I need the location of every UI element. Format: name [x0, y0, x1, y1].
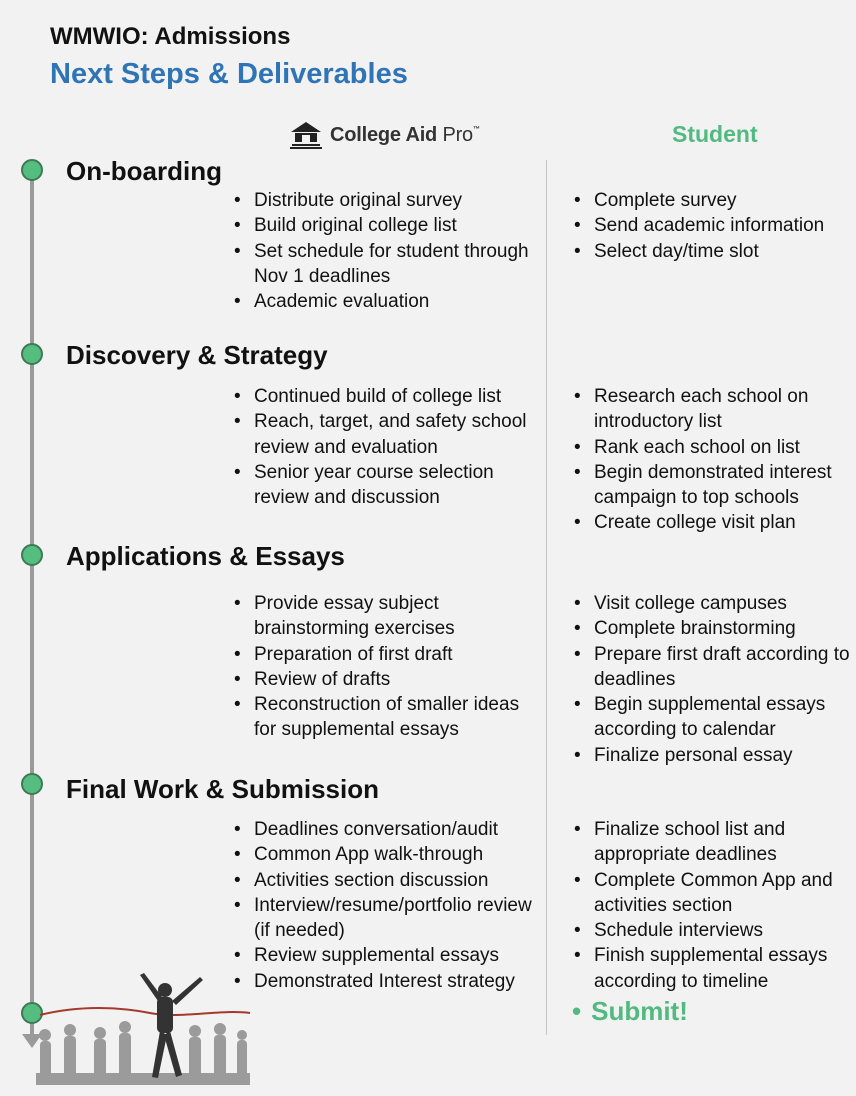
- list-item: • Set schedule for student through Nov 1 deadlines: [232, 239, 537, 290]
- submit-bullet: •: [572, 996, 582, 1026]
- timeline-dot-final-work: [21, 773, 43, 795]
- list-item: • Complete survey: [572, 188, 854, 213]
- list-item: • Reach, target, and safety school review and evaluation: [232, 409, 537, 460]
- list-item: • Send academic information: [572, 213, 854, 238]
- list-item: • Build original college list: [232, 213, 537, 238]
- logo-name-light: Pro: [442, 123, 473, 146]
- list-item: • Complete brainstorming: [572, 616, 854, 641]
- list-item: • Begin supplemental essays according to calendar: [572, 692, 854, 743]
- list-item: • Schedule interviews: [572, 918, 854, 943]
- onboarding-student-tasks: [572, 188, 854, 264]
- list-item: • Preparation of first draft: [232, 642, 537, 667]
- logo-text: [330, 124, 480, 147]
- list-item: • Create college visit plan: [572, 510, 854, 535]
- list-item: • Interview/resume/portfolio review (if needed): [232, 893, 537, 944]
- list-item: • Continued build of college list: [232, 384, 537, 409]
- list-item: • Select day/time slot: [572, 239, 854, 264]
- submit-text: Submit!: [591, 996, 688, 1026]
- college-aid-pro-logo: [290, 121, 480, 149]
- list-item: • Review supplemental essays: [232, 943, 537, 968]
- discovery-student-tasks: [572, 384, 854, 536]
- phase-title-final-work: Final Work & Submission: [66, 774, 380, 804]
- logo-trademark: ™: [472, 125, 480, 133]
- list-item: • Complete Common App and activities section: [572, 868, 854, 919]
- list-item: • Research each school on introductory list: [572, 384, 854, 435]
- final-work-student-tasks: [572, 817, 854, 994]
- runners-finish-line-image: [0, 965, 260, 1090]
- phase-title-onboarding: On-boarding: [66, 156, 222, 186]
- list-item: • Rank each school on list: [572, 435, 854, 460]
- list-item: • Senior year course selection review and discussion: [232, 460, 537, 511]
- list-item: • Common App walk-through: [232, 842, 537, 867]
- timeline-dot-discovery: [21, 343, 43, 365]
- list-item: • Visit college campuses: [572, 591, 854, 616]
- list-item: • Reconstruction of smaller ideas for supplemental essays: [232, 692, 537, 743]
- list-item: • Finalize personal essay: [572, 743, 854, 768]
- list-item: • Prepare first draft according to deadlines: [572, 642, 854, 693]
- phase-title-discovery: Discovery & Strategy: [66, 340, 328, 370]
- list-item: • Provide essay subject brainstorming exercises: [232, 591, 537, 642]
- logo-name-bold: College Aid: [330, 123, 438, 146]
- list-item: • Deadlines conversation/audit: [232, 817, 537, 842]
- list-item: • Review of drafts: [232, 667, 537, 692]
- list-item: • Demonstrated Interest strategy: [232, 969, 537, 994]
- onboarding-college-tasks: [232, 188, 537, 314]
- final-work-college-tasks: [232, 817, 537, 994]
- list-item: • Finalize school list and appropriate deadlines: [572, 817, 854, 868]
- applications-college-tasks: [232, 591, 537, 743]
- timeline-dot-onboarding: [21, 159, 43, 181]
- list-item: • Finish supplemental essays according to timeline: [572, 943, 854, 994]
- discovery-college-tasks: [232, 384, 537, 510]
- list-item: • Activities section discussion: [232, 868, 537, 893]
- list-item: • Begin demonstrated interest campaign to top schools: [572, 460, 854, 511]
- phase-title-applications: Applications & Essays: [66, 541, 345, 571]
- document-title: WMWIO: Admissions: [50, 23, 291, 50]
- list-item: • Academic evaluation: [232, 289, 537, 314]
- applications-student-tasks: [572, 591, 854, 768]
- house-cap-icon: [290, 121, 322, 149]
- timeline-dot-applications: [21, 544, 43, 566]
- column-divider: [546, 160, 547, 1035]
- page-header: [50, 22, 408, 94]
- list-item: • Distribute original survey: [232, 188, 537, 213]
- document-subtitle: Next Steps & Deliverables: [50, 58, 408, 90]
- submit-label: [572, 996, 688, 1027]
- timeline-line: [30, 170, 34, 1038]
- student-column-header: Student: [672, 121, 758, 147]
